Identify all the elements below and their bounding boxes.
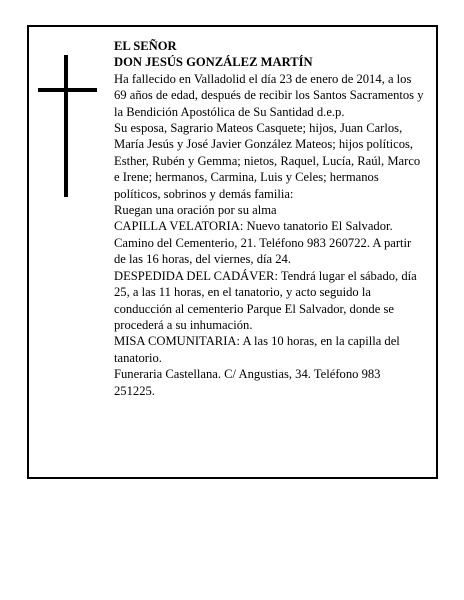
obituary-text-block xyxy=(114,38,424,399)
death-announcement-paragraph: Ha fallecido en Valladolid el día 23 de enero de 2014, a los 69 años de edad, después de recibir los Santos Sacramentos y la Bendición Apostólica de Su Santidad d.e.p. xyxy=(114,71,424,119)
mass-paragraph: MISA COMUNITARIA: A las 10 horas, en la capilla del tanatorio. xyxy=(114,334,400,365)
cross-horizontal-bar xyxy=(38,88,97,92)
prayer-request-line: Ruegan una oración por su alma xyxy=(114,203,277,218)
heading-title: EL SEÑOR xyxy=(114,39,177,53)
family-paragraph: Su esposa, Sagrario Mateos Casquete; hijos, Juan Carlos, María Jesús y José Javier González Mateos; hijos políticos, Esther, Rubén y Gemma; nietos, Raquel, Lucía, Raúl, Marco e Irene; hermanos, Carmina, Luis y Celes; hermanos políticos, sobrinos y demás familia: xyxy=(114,121,421,201)
funeral-home-paragraph: Funeraria Castellana. C/ Angustias, 34. Teléfono 983 251225. xyxy=(114,367,381,398)
cross-vertical-bar xyxy=(64,55,68,197)
deceased-name: DON JESÚS GONZÁLEZ MARTÍN xyxy=(114,55,313,70)
cross-icon xyxy=(38,55,97,197)
wake-chapel-paragraph: CAPILLA VELATORIA: Nuevo tanatorio El Salvador. Camino del Cementerio, 21. Teléfono 983 260722. A partir de las 16 horas, del viernes, día 24. xyxy=(114,219,412,267)
farewell-paragraph: DESPEDIDA DEL CADÁVER: Tendrá lugar el sábado, día 25, a las 11 horas, en el tanatorio, y acto seguido la conducción al cementerio Parque El Salvador, donde se procederá a su inhumación. xyxy=(114,268,417,332)
